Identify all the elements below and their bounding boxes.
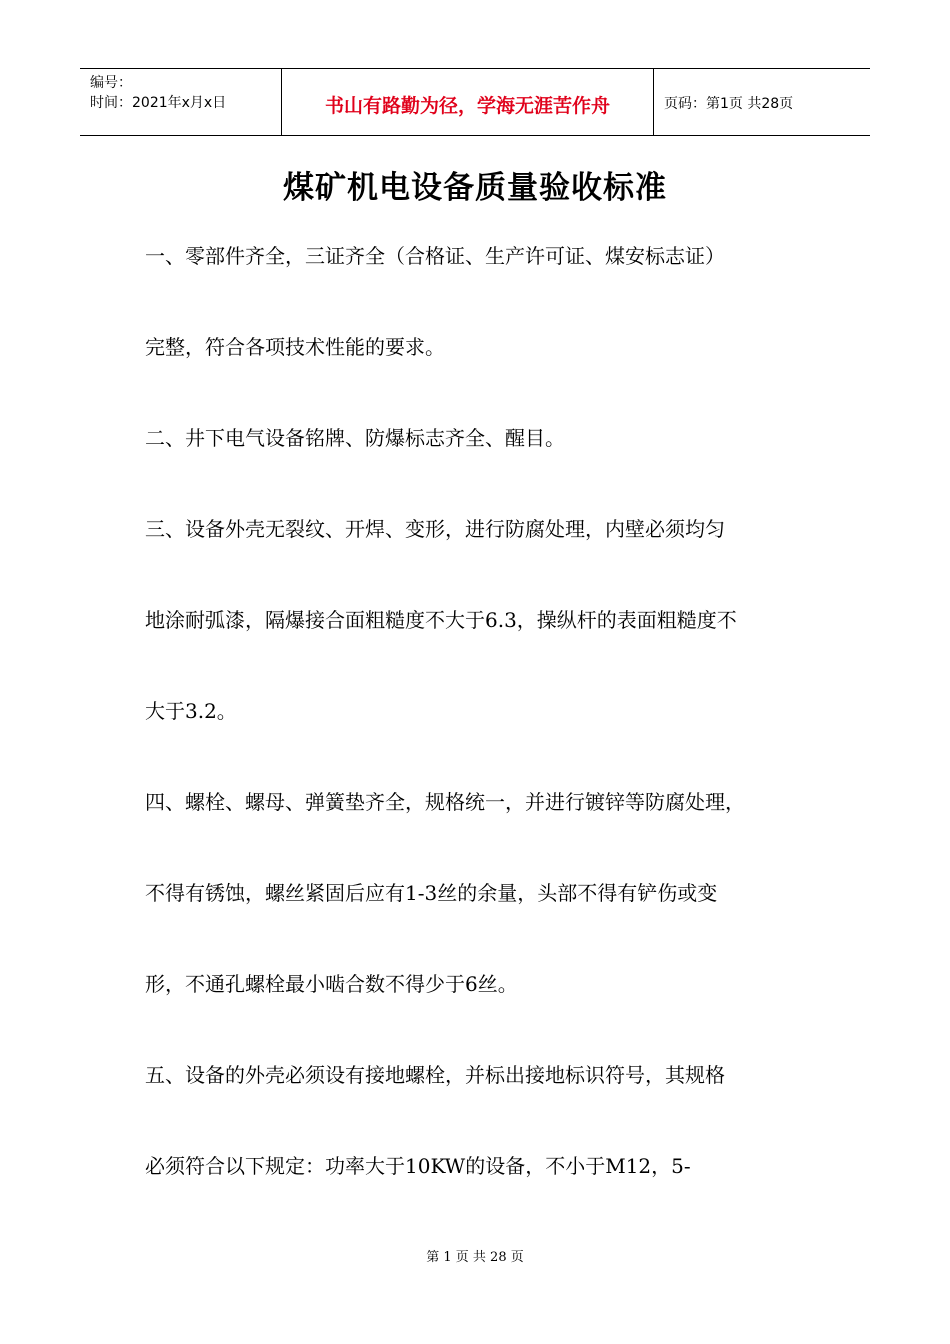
body-line: 二、井下电气设备铭牌、防爆标志齐全、醒目。 — [145, 426, 565, 450]
body-line: 五、设备的外壳必须设有接地螺栓，并标出接地标识符号，其规格 — [145, 1063, 725, 1087]
body-line: 形，不通孔螺栓最小啮合数不得少于6丝。 — [145, 972, 518, 996]
header-table — [80, 68, 870, 136]
body-line: 一、零部件齐全，三证齐全（合格证、生产许可证、煤安标志证） — [145, 244, 725, 268]
page-footer: 第 1 页 共 28 页 — [426, 1250, 524, 1265]
body-line: 三、设备外壳无裂纹、开焊、变形，进行防腐处理，内壁必须均匀 — [145, 517, 725, 541]
body-line: 不得有锈蚀，螺丝紧固后应有1-3丝的余量，头部不得有铲伤或变 — [145, 881, 718, 905]
header-meta-cell — [80, 69, 282, 135]
date-label: 时间：2021年x月x日 — [90, 95, 227, 111]
body-line: 必须符合以下规定：功率大于10KW的设备，不小于M12，5- — [145, 1154, 691, 1178]
body-line: 地涂耐弧漆，隔爆接合面粗糙度不大于6.3，操纵杆的表面粗糙度不 — [145, 608, 737, 632]
document-title: 煤矿机电设备质量验收标准 — [283, 170, 667, 206]
header-page-info: 页码：第1页 共28页 — [664, 96, 794, 112]
header-motto: 书山有路勤为径，学海无涯苦作舟 — [282, 69, 654, 135]
code-label: 编号： — [90, 75, 132, 91]
body-line: 完整，符合各项技术性能的要求。 — [145, 335, 445, 359]
body-line: 四、螺栓、螺母、弹簧垫齐全，规格统一，并进行镀锌等防腐处理， — [145, 790, 745, 814]
body-line: 大于3.2。 — [145, 699, 237, 723]
